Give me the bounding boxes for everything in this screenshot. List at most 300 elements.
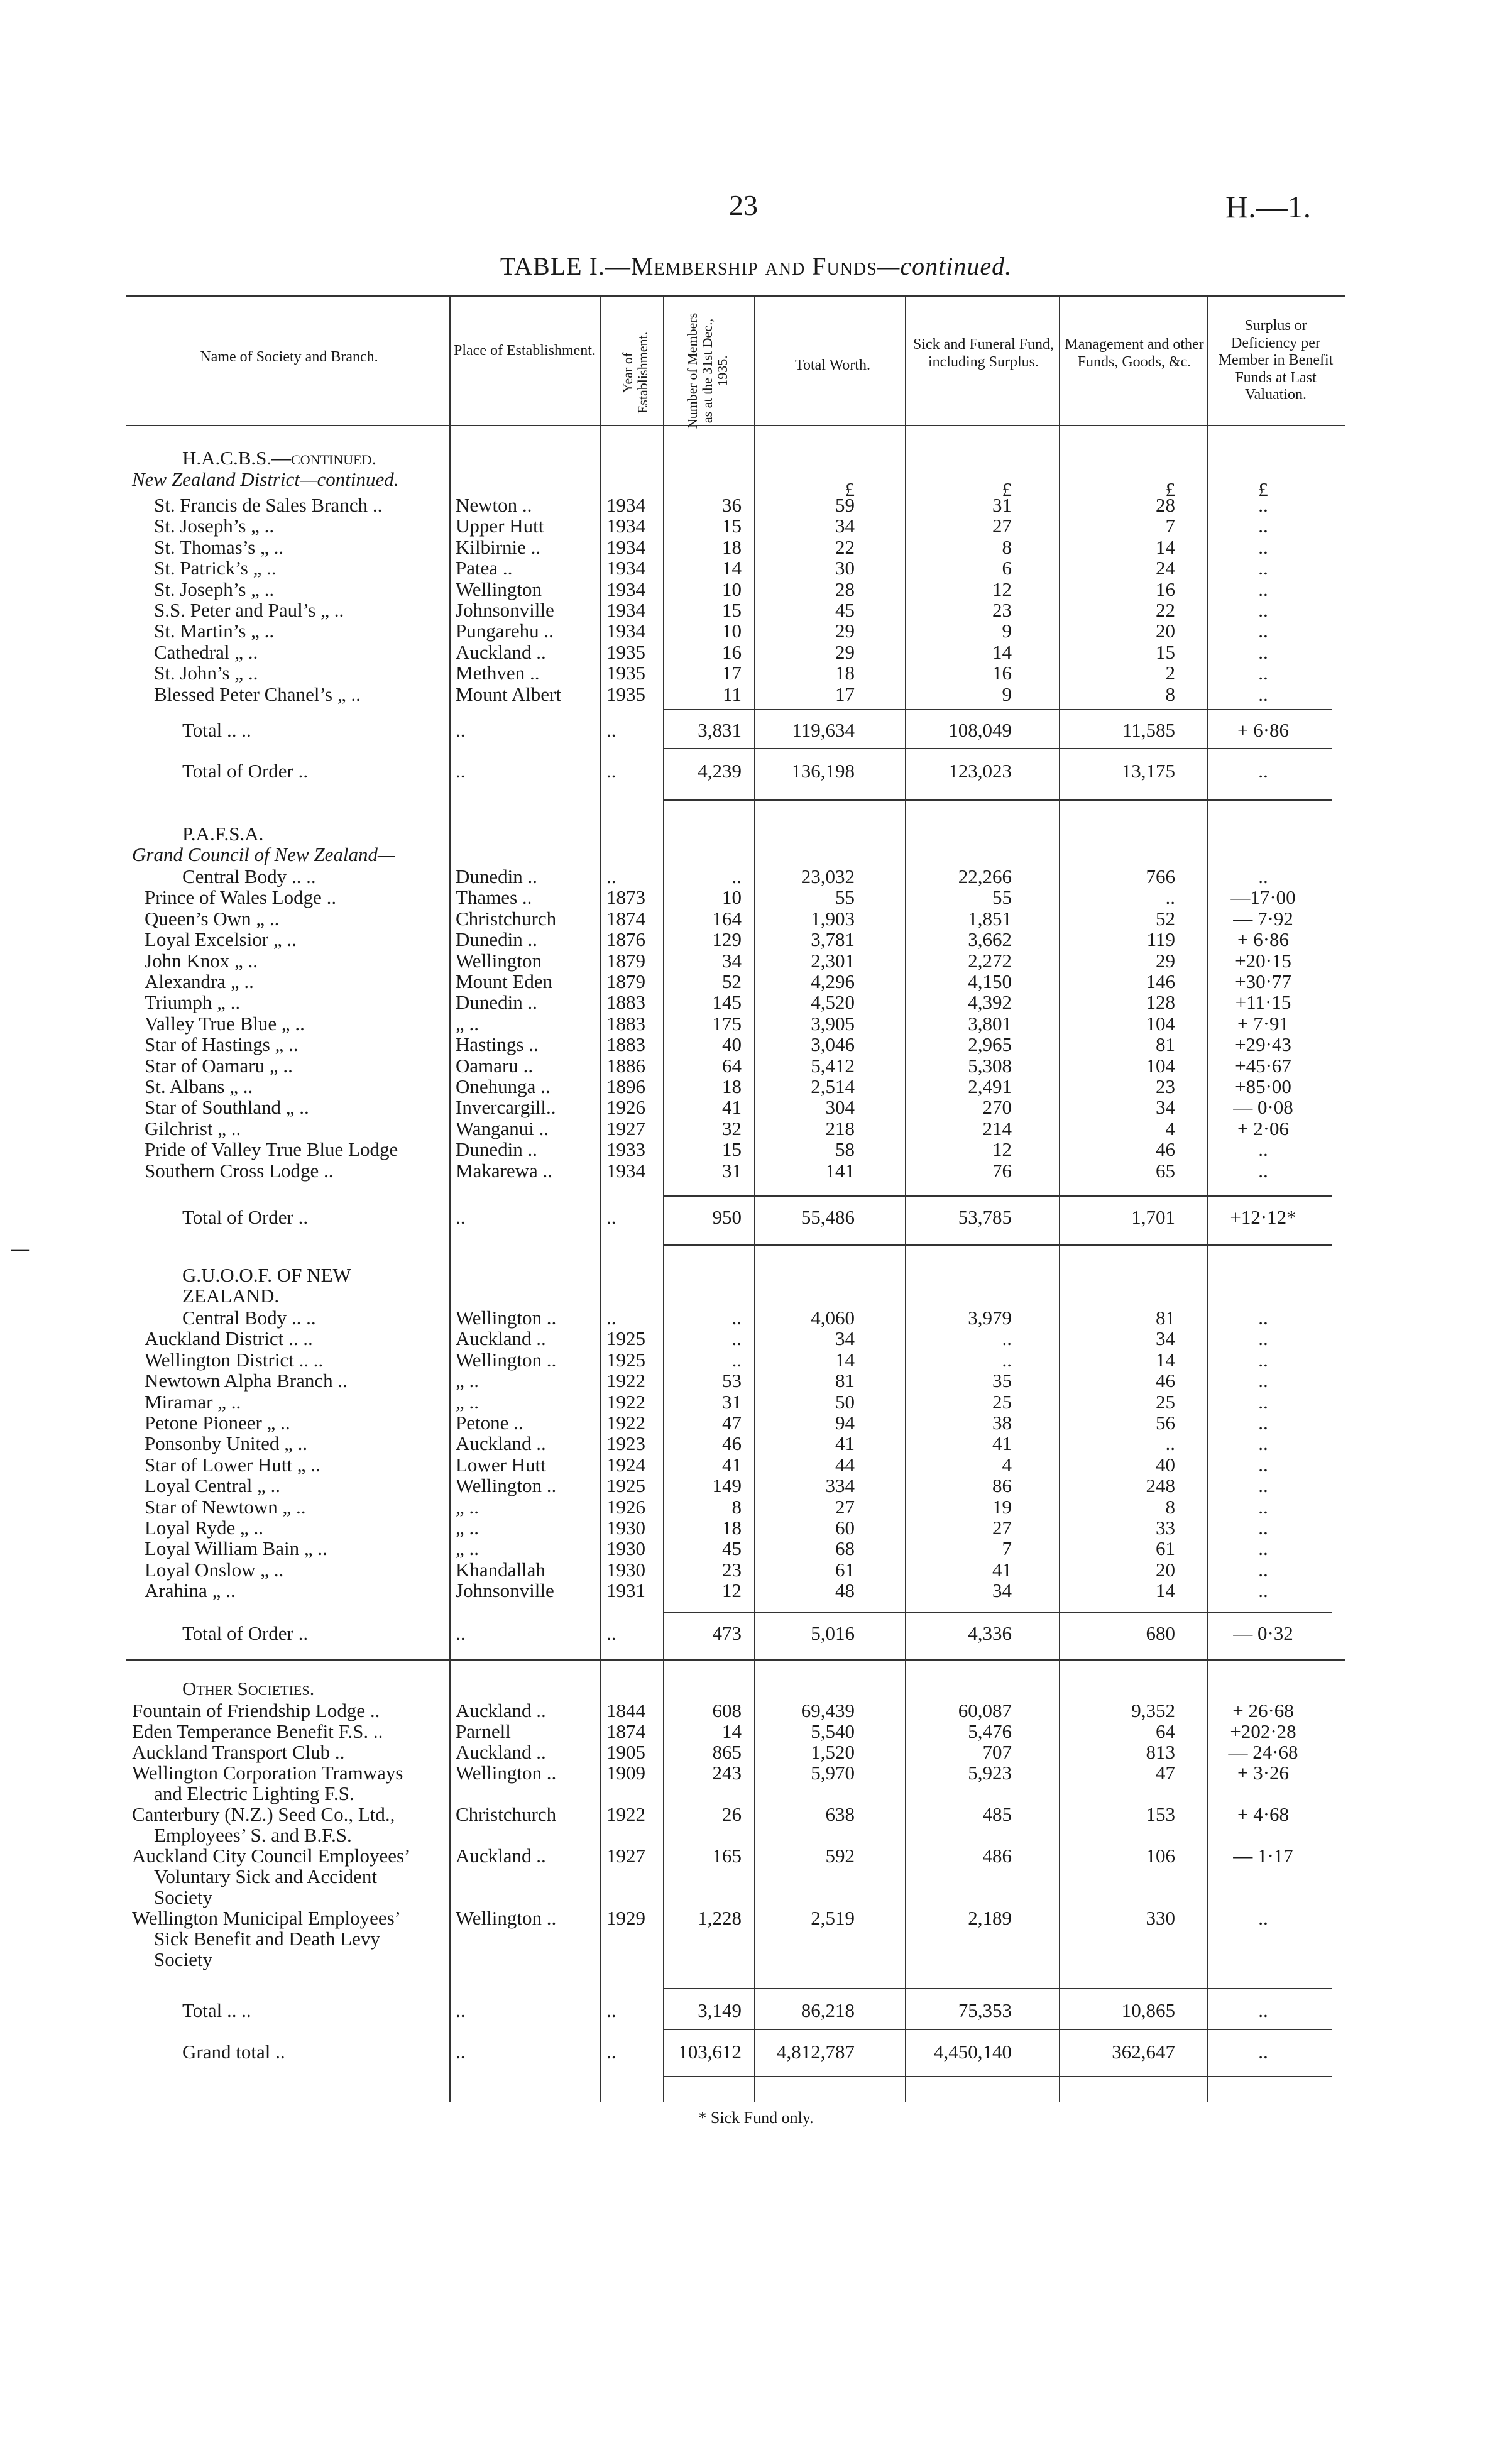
table-row (0, 1370, 1512, 1391)
cell-surplus: .. (1258, 760, 1268, 782)
total-rule (663, 799, 1332, 801)
cell-mgmt: 680 (1146, 1622, 1175, 1644)
society-name-line: Auckland City Council Employees’ (132, 1845, 411, 1867)
cell-sick: 2,491 (968, 1075, 1012, 1097)
cell-worth: 23,032 (801, 865, 855, 887)
cell-worth: 3,781 (811, 928, 855, 951)
cell-surplus: — 1·17 (1233, 1845, 1293, 1867)
society-name: Central Body .. .. (182, 865, 316, 887)
cell-year: .. (606, 719, 616, 741)
cell-worth: 68 (835, 1537, 855, 1560)
table-row (0, 1700, 1512, 1721)
table-row (0, 515, 1512, 536)
cell-surplus: + 3·26 (1237, 1762, 1290, 1784)
cell-place: Wellington (456, 949, 542, 972)
cell-sick: 41 (992, 1558, 1012, 1581)
cell-sick: 25 (992, 1390, 1012, 1413)
society-name: Grand total .. (182, 2041, 285, 2063)
table-row (0, 2041, 1512, 2062)
society-name-line: Sick Benefit and Death Levy (154, 1928, 380, 1950)
cell-members: 46 (722, 1432, 742, 1455)
cell-place: Johnsonville (456, 1579, 554, 1602)
row-label: Other Societies. (182, 1677, 315, 1699)
cell-sick: 2,272 (968, 949, 1012, 972)
cell-members: 47 (722, 1412, 742, 1434)
cell-members: 17 (722, 662, 742, 684)
cell-members: 18 (722, 1517, 742, 1539)
cell-mgmt: 14 (1156, 1579, 1175, 1602)
society-name: Star of Newtown „ .. (145, 1495, 306, 1518)
table-row (0, 2000, 1512, 2021)
cell-surplus: .. (1258, 1558, 1268, 1581)
cell-mgmt: 29 (1156, 949, 1175, 972)
cell-place: Newton .. (456, 494, 532, 516)
cell-year: 1930 (606, 1517, 645, 1539)
cell-sick: 3,979 (968, 1307, 1012, 1329)
cell-members: 31 (722, 1390, 742, 1413)
cell-mgmt: 46 (1156, 1370, 1175, 1392)
cell-surplus: .. (1258, 865, 1268, 887)
cell-place: Wellington .. (456, 1907, 557, 1929)
section-rule (126, 1659, 1345, 1661)
cell-place: .. (456, 1999, 466, 2021)
cell-surplus: .. (1258, 1327, 1268, 1350)
cell-sick: 60,087 (958, 1699, 1012, 1721)
cell-mgmt: 22 (1156, 599, 1175, 621)
table-row (0, 1907, 1512, 1970)
cell-year: 1909 (606, 1762, 645, 1784)
cell-mgmt: 81 (1156, 1307, 1175, 1329)
cell-worth: 119,634 (792, 719, 855, 741)
society-name: Loyal Ryde „ .. (145, 1517, 264, 1539)
cell-worth: 3,046 (811, 1033, 855, 1056)
cell-mgmt: 146 (1146, 970, 1175, 992)
cell-sick: 53,785 (958, 1206, 1012, 1228)
society-name: Cathedral „ .. (154, 640, 258, 663)
cell-mgmt: .. (1165, 1432, 1175, 1455)
cell-members: 23 (722, 1558, 742, 1581)
cell-mgmt: 1,701 (1131, 1206, 1175, 1228)
cell-worth: 141 (825, 1159, 855, 1182)
cell-sick: 19 (992, 1495, 1012, 1518)
cell-mgmt: 10,865 (1121, 1999, 1175, 2021)
table-row (0, 684, 1512, 705)
cell-year: 1924 (606, 1453, 645, 1476)
cell-members: 473 (712, 1622, 742, 1644)
cell-sick: 485 (982, 1803, 1012, 1825)
cell-year: 1886 (606, 1054, 645, 1077)
cell-year: 1934 (606, 620, 645, 642)
cell-worth: 29 (835, 620, 855, 642)
cell-place: Hastings .. (456, 1033, 539, 1056)
cell-surplus: .. (1258, 683, 1268, 705)
society-name: Total of Order .. (182, 760, 309, 782)
cell-year: 1926 (606, 1096, 645, 1119)
table-row (0, 579, 1512, 600)
cell-mgmt: 15 (1156, 640, 1175, 663)
cell-place: „ .. (456, 1537, 479, 1560)
cell-members: 34 (722, 949, 742, 972)
cell-members: 41 (722, 1453, 742, 1476)
cell-members: 64 (722, 1054, 742, 1077)
society-name: St. Thomas’s „ .. (154, 535, 284, 558)
cell-place: Christchurch (456, 1803, 557, 1825)
cell-place: Dunedin .. (456, 865, 538, 887)
table-row (0, 620, 1512, 641)
cell-members: 31 (722, 1159, 742, 1182)
cell-sick: 214 (982, 1117, 1012, 1139)
table-row (0, 1742, 1512, 1762)
cell-surplus: +11·15 (1235, 991, 1291, 1014)
header-year: Year of Establishment. (620, 331, 651, 414)
cell-sick: 486 (982, 1845, 1012, 1867)
cell-mgmt: 61 (1156, 1537, 1175, 1560)
cell-worth: 58 (835, 1138, 855, 1161)
society-name: Blessed Peter Chanel’s „ .. (154, 683, 361, 705)
table-row (0, 1454, 1512, 1475)
cell-members: 3,831 (698, 719, 742, 741)
cell-surplus: + 6·86 (1237, 928, 1290, 951)
table-row (0, 1207, 1512, 1227)
cell-surplus: .. (1258, 1999, 1268, 2021)
cell-year: 1935 (606, 662, 645, 684)
cell-sick: 16 (992, 662, 1012, 684)
cell-members: 32 (722, 1117, 742, 1139)
society-name: Loyal Excelsior „ .. (145, 928, 297, 951)
currency-symbol: £ (1258, 478, 1268, 500)
cell-worth: 2,519 (811, 1907, 855, 1929)
row-label: New Zealand District—continued. (132, 468, 399, 490)
cell-members: .. (731, 1348, 742, 1371)
cell-worth: 2,514 (811, 1075, 855, 1097)
cell-mgmt: 766 (1146, 865, 1175, 887)
cell-surplus: + 6·86 (1237, 719, 1290, 741)
cell-place: Johnsonville (456, 599, 554, 621)
total-rule (663, 1244, 1332, 1246)
table-row (0, 1118, 1512, 1139)
cell-members: 175 (712, 1012, 742, 1035)
cell-worth: 22 (835, 535, 855, 558)
cell-mgmt: 8 (1165, 683, 1175, 705)
table-row (0, 1392, 1512, 1412)
table-row (0, 1517, 1512, 1538)
cell-place: Wanganui .. (456, 1117, 549, 1139)
cell-members: 41 (722, 1096, 742, 1119)
header-name: Name of Society and Branch. (200, 349, 378, 365)
cell-year: 1934 (606, 599, 645, 621)
cell-mgmt: 248 (1146, 1474, 1175, 1497)
society-name: Total .. .. (182, 1999, 251, 2021)
cell-mgmt: 81 (1156, 1033, 1175, 1056)
cell-year: 1935 (606, 683, 645, 705)
cell-mgmt: 40 (1156, 1453, 1175, 1476)
cell-members: 15 (722, 515, 742, 537)
cell-members: 950 (712, 1206, 742, 1228)
cell-surplus: —17·00 (1230, 886, 1296, 909)
cell-place: Makarewa .. (456, 1159, 553, 1182)
cell-worth: 4,060 (811, 1307, 855, 1329)
table-row (0, 1475, 1512, 1496)
cell-surplus: .. (1258, 1159, 1268, 1182)
cell-worth: 1,520 (811, 1741, 855, 1763)
cell-sick: 27 (992, 515, 1012, 537)
table-row (0, 1160, 1512, 1181)
header-members: Number of Members as at the 31st Dec., 1935. (684, 312, 731, 429)
row-label: G.U.O.O.F. OF NEW (182, 1264, 351, 1286)
cell-members: 4,239 (698, 760, 742, 782)
cell-worth: 41 (835, 1432, 855, 1455)
table-row (0, 1678, 1512, 1699)
cell-place: Pungarehu .. (456, 620, 554, 642)
cell-sick: 23 (992, 599, 1012, 621)
cell-mgmt: 11,585 (1122, 719, 1175, 741)
cell-sick: 1,851 (968, 907, 1012, 930)
cell-year: .. (606, 1206, 616, 1228)
table-row (0, 557, 1512, 578)
society-name: Total of Order .. (182, 1622, 309, 1644)
cell-surplus: + 4·68 (1237, 1803, 1290, 1825)
cell-members: 865 (712, 1741, 742, 1763)
cell-year: .. (606, 2041, 616, 2063)
cell-worth: 55,486 (801, 1206, 855, 1228)
total-rule (663, 709, 1332, 710)
cell-mgmt: 56 (1156, 1412, 1175, 1434)
cell-worth: 27 (835, 1495, 855, 1518)
cell-worth: 60 (835, 1517, 855, 1539)
table-row (0, 600, 1512, 620)
cell-mgmt: 46 (1156, 1138, 1175, 1161)
table-row (0, 1762, 1512, 1804)
cell-sick: 5,476 (968, 1720, 1012, 1742)
row-label: ZEALAND. (182, 1285, 280, 1307)
cell-worth: 48 (835, 1579, 855, 1602)
cell-sick: 2,965 (968, 1033, 1012, 1056)
table-row (0, 1139, 1512, 1160)
cell-year: .. (606, 1622, 616, 1644)
cell-place: Wellington .. (456, 1762, 557, 1784)
society-name: Newtown Alpha Branch .. (145, 1370, 348, 1392)
table-row (0, 1307, 1512, 1328)
cell-worth: 5,412 (811, 1054, 855, 1077)
cell-year: 1925 (606, 1327, 645, 1350)
society-name: Star of Oamaru „ .. (145, 1054, 293, 1077)
cell-sick: 4 (1002, 1453, 1012, 1476)
cell-worth: 136,198 (791, 760, 855, 782)
society-name: Loyal William Bain „ .. (145, 1537, 327, 1560)
cell-sick: 38 (992, 1412, 1012, 1434)
cell-worth: 17 (835, 683, 855, 705)
table-row (0, 1496, 1512, 1517)
cell-surplus: .. (1258, 1412, 1268, 1434)
currency-symbol: £ (1002, 478, 1012, 500)
society-name-line: Eden Temperance Benefit F.S. .. (132, 1720, 383, 1742)
cell-surplus: .. (1258, 1370, 1268, 1392)
cell-year: 1925 (606, 1474, 645, 1497)
cell-sick: 108,049 (948, 719, 1012, 741)
cell-members: 14 (722, 557, 742, 579)
cell-mgmt: .. (1165, 886, 1175, 909)
cell-place: .. (456, 2041, 466, 2063)
table-row (0, 1013, 1512, 1034)
cell-sick: 12 (992, 1138, 1012, 1161)
cell-year: 1844 (606, 1699, 645, 1721)
total-rule (663, 1988, 1332, 1989)
cell-year: 1922 (606, 1803, 645, 1825)
cell-worth: 59 (835, 494, 855, 516)
total-rule (663, 2076, 1332, 2077)
cell-year: 1931 (606, 1579, 645, 1602)
cell-mgmt: 104 (1146, 1054, 1175, 1077)
cell-sick: 27 (992, 1517, 1012, 1539)
society-name: Petone Pioneer „ .. (145, 1412, 290, 1434)
cell-members: 103,612 (678, 2041, 742, 2063)
cell-worth: 3,905 (811, 1012, 855, 1035)
cell-worth: 14 (835, 1348, 855, 1371)
cell-sick: 4,150 (968, 970, 1012, 992)
cell-place: Oamaru .. (456, 1054, 534, 1077)
cell-worth: 304 (825, 1096, 855, 1119)
cell-surplus: + 2·06 (1237, 1117, 1290, 1139)
cell-members: 3,149 (698, 1999, 742, 2021)
cell-year: 1929 (606, 1907, 645, 1929)
cell-place: Parnell (456, 1720, 511, 1742)
society-name-line: Voluntary Sick and Accident (154, 1865, 378, 1887)
cell-place: .. (456, 1622, 466, 1644)
cell-mgmt: 4 (1165, 1117, 1175, 1139)
society-name: Star of Lower Hutt „ .. (145, 1453, 320, 1476)
society-name: Prince of Wales Lodge .. (145, 886, 337, 909)
cell-sick: 75,353 (958, 1999, 1012, 2021)
cell-place: Kilbirnie .. (456, 535, 541, 558)
cell-mgmt: 128 (1146, 991, 1175, 1014)
cell-surplus: .. (1258, 1537, 1268, 1560)
cell-surplus: .. (1258, 1907, 1268, 1929)
cell-surplus: .. (1258, 620, 1268, 642)
table-title-suffix: —continued. (877, 252, 1012, 280)
cell-worth: 34 (835, 1327, 855, 1350)
cell-sick: 5,923 (968, 1762, 1012, 1784)
society-name-line: Employees’ S. and B.F.S. (154, 1824, 352, 1846)
cell-sick: 9 (1002, 620, 1012, 642)
cell-place: Auckland .. (456, 1741, 546, 1763)
table-row (0, 1349, 1512, 1370)
cell-members: 608 (712, 1699, 742, 1721)
cell-surplus: .. (1258, 1453, 1268, 1476)
cell-surplus: +20·15 (1235, 949, 1291, 972)
cell-mgmt: 119 (1146, 928, 1175, 951)
table-row (0, 1328, 1512, 1349)
cell-surplus: + 26·68 (1232, 1699, 1294, 1721)
cell-worth: 28 (835, 578, 855, 600)
cell-place: .. (456, 760, 466, 782)
cell-worth: 4,520 (811, 991, 855, 1014)
cell-year: .. (606, 1999, 616, 2021)
cell-surplus: +202·28 (1230, 1720, 1296, 1742)
table-row (0, 887, 1512, 908)
cell-mgmt: 7 (1165, 515, 1175, 537)
margin-mark: — (11, 1239, 29, 1259)
cell-year: 1933 (606, 1138, 645, 1161)
table-row (0, 1412, 1512, 1433)
cell-worth: 50 (835, 1390, 855, 1413)
cell-sick: 9 (1002, 683, 1012, 705)
cell-year: 1883 (606, 991, 645, 1014)
cell-mgmt: 47 (1156, 1762, 1175, 1784)
cell-members: .. (731, 1307, 742, 1329)
society-name: Total .. .. (182, 719, 251, 741)
cell-members: 52 (722, 970, 742, 992)
cell-worth: 592 (825, 1845, 855, 1867)
cell-surplus: .. (1258, 535, 1268, 558)
cell-place: Wellington .. (456, 1474, 557, 1497)
cell-members: 10 (722, 578, 742, 600)
cell-members: .. (731, 1327, 742, 1350)
society-name: St. Francis de Sales Branch .. (154, 494, 383, 516)
cell-members: 10 (722, 620, 742, 642)
cell-members: 15 (722, 1138, 742, 1161)
cell-surplus: .. (1258, 494, 1268, 516)
society-name: Gilchrist „ .. (145, 1117, 241, 1139)
table-row (0, 1559, 1512, 1580)
cell-place: Wellington .. (456, 1307, 557, 1329)
cell-worth: 29 (835, 640, 855, 663)
cell-place: Mount Eden (456, 970, 553, 992)
cell-worth: 2,301 (811, 949, 855, 972)
cell-year: 1876 (606, 928, 645, 951)
cell-place: Auckland .. (456, 1845, 546, 1867)
currency-symbol: £ (845, 478, 855, 500)
cell-members: 12 (722, 1579, 742, 1602)
cell-place: Onehunga .. (456, 1075, 551, 1097)
cell-sick: 35 (992, 1370, 1012, 1392)
page-number: 23 (729, 189, 758, 221)
society-name: Alexandra „ .. (145, 970, 254, 992)
cell-members: 145 (712, 991, 742, 1014)
cell-worth: 30 (835, 557, 855, 579)
society-name: St. Martin’s „ .. (154, 620, 275, 642)
cell-surplus: +12·12* (1230, 1206, 1296, 1228)
cell-sick: 14 (992, 640, 1012, 663)
cell-worth: 5,016 (811, 1622, 855, 1644)
cell-worth: 94 (835, 1412, 855, 1434)
cell-members: 18 (722, 1075, 742, 1097)
society-name: Wellington District .. .. (145, 1348, 324, 1371)
table-row (0, 1097, 1512, 1117)
cell-surplus: — 24·68 (1228, 1741, 1298, 1763)
cell-sick: 55 (992, 886, 1012, 909)
cell-sick: 4,450,140 (934, 2041, 1012, 2063)
cell-members: 26 (722, 1803, 742, 1825)
cell-sick: 3,801 (968, 1012, 1012, 1035)
cell-members: 15 (722, 599, 742, 621)
table-row (0, 1265, 1512, 1285)
cell-members: .. (731, 865, 742, 887)
cell-members: 149 (712, 1474, 742, 1497)
cell-sick: 34 (992, 1579, 1012, 1602)
cell-members: 16 (722, 640, 742, 663)
cell-place: „ .. (456, 1390, 479, 1413)
society-name: John Knox „ .. (145, 949, 258, 972)
cell-members: 129 (712, 928, 742, 951)
cell-sick: 6 (1002, 557, 1012, 579)
cell-members: 11 (723, 683, 742, 705)
cell-members: 18 (722, 535, 742, 558)
society-name-line: Wellington Corporation Tramways (132, 1762, 403, 1784)
cell-sick: 12 (992, 578, 1012, 600)
cell-surplus: +85·00 (1235, 1075, 1291, 1097)
cell-place: Methven .. (456, 662, 540, 684)
table-row (0, 866, 1512, 887)
